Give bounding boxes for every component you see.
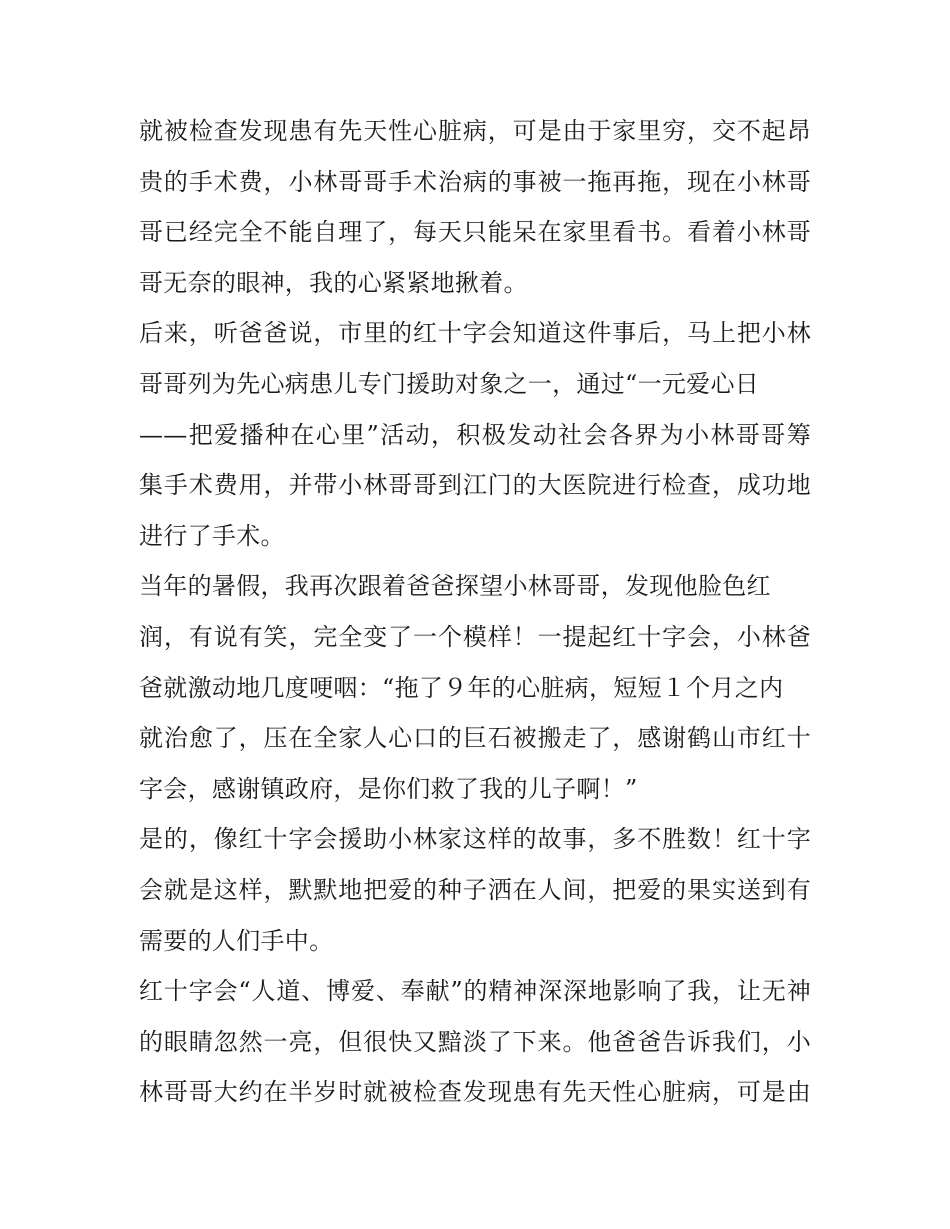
text-line: 哥哥列为先心病患儿专门援助对象之一，通过“一元爱心日 bbox=[139, 369, 760, 398]
text-line: 哥已经完全不能自理了，每天只能呆在家里看书。看着小林哥 bbox=[139, 218, 811, 247]
text-line: 字会，感谢镇政府，是你们救了我的儿子啊！” bbox=[139, 774, 638, 803]
text-line: 爸就激动地几度哽咽：“拖了９年的心脏病，短短１个月之内 bbox=[139, 673, 784, 702]
text-line: 后来，听爸爸说，市里的红十字会知道这件事后，马上把小林 bbox=[139, 319, 811, 348]
text-line: 就被检查发现患有先天性心脏病，可是由于家里穷，交不起昂 bbox=[139, 117, 811, 145]
text-line: 红十字会“人道、博爱、奉献”的精神深深地影响了我，让无神 bbox=[139, 977, 811, 1006]
text-line: 会就是这样，默默地把爱的种子洒在人间，把爱的果实送到有 bbox=[139, 875, 811, 904]
text-line: 林哥哥大约在半岁时就被检查发现患有先天性心脏病，可是由 bbox=[139, 1078, 811, 1107]
text-line: ——把爱播种在心里”活动，积极发动社会各界为小林哥哥筹 bbox=[139, 420, 811, 449]
text-line: 就治愈了，压在全家人心口的巨石被搬走了，感谢鹤山市红十 bbox=[139, 724, 811, 753]
text-line: 是的，像红十字会援助小林家这样的故事，多不胜数！红十字 bbox=[139, 825, 811, 854]
text-line: 集手术费用，并带小林哥哥到江门的大医院进行检查，成功地 bbox=[139, 471, 811, 500]
text-line: 当年的暑假，我再次跟着爸爸探望小林哥哥，发现他脸色红 bbox=[139, 572, 771, 601]
text-line: 的眼睛忽然一亮，但很快又黯淡了下来。他爸爸告诉我们，小 bbox=[139, 1027, 811, 1056]
text-line: 润，有说有笑，完全变了一个模样！一提起红十字会，小林爸 bbox=[139, 622, 811, 651]
text-line: 需要的人们手中。 bbox=[139, 926, 334, 955]
text-line: 哥无奈的眼神，我的心紧紧地揪着。 bbox=[139, 268, 528, 297]
text-line: 进行了手术。 bbox=[139, 521, 285, 550]
body-text bbox=[139, 106, 811, 1118]
text-line: 贵的手术费，小林哥哥手术治病的事被一拖再拖，现在小林哥 bbox=[139, 167, 811, 196]
